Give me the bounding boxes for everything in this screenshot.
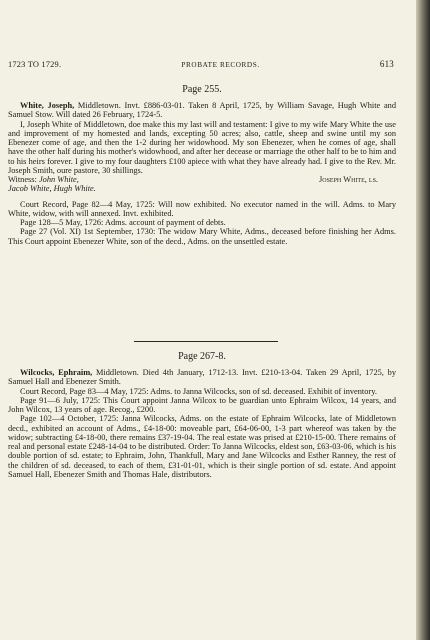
- intro-text: Middletown. Died 4th January, 1712-13. Invt. £210-13-04. Taken 29 April, 1725, by Samuel Hall and Ebenezer Smith.: [8, 368, 396, 387]
- decedent-name: Wilcocks, Ephraim,: [20, 368, 93, 377]
- entry-intro: [8, 368, 396, 387]
- testator-signature: Joseph White, ls.: [319, 175, 378, 184]
- court-record: Page 128—5 May, 1726: Adms. account of payment of debts.: [20, 218, 226, 227]
- court-record: Court Record, Page 83—4 May, 1725: Adms. to Janna Wilcocks, son of sd. deceased. Exhibit of inventory.: [20, 386, 377, 396]
- will-text: I, Joseph White of Middletown, doe make this my last will and testament: I give to my wife Mary White the use and improvement of my homested and lands, excepting 50 acres; also, cattle, sheep and swine until my son Ebenezer come of age, and then the 1-2 during her widowhood. My son Ebenezer, when he comes of age, shall have the other half during his mother's widowhood, and after her decease or marriage the other half to be to him and to his heirs forever. I give to my four daughters £100 apiece with what they have already had. I give to the Rev. Mr. Joseph Smith, oure pastore, 30 shillings.: [8, 119, 396, 175]
- entry-wilcocks-ephraim: [8, 351, 396, 479]
- header-date-range: 1723 TO 1729.: [8, 60, 62, 69]
- section-divider: [134, 341, 278, 342]
- running-header: [8, 59, 394, 69]
- page-edge-shadow: [416, 0, 430, 640]
- section-title: Page 267-8.: [178, 351, 226, 362]
- court-record: Page 27 (Vol. XI) 1st September, 1730: The widow Mary White, Adms., deceased before finishing her Adms. This Court appoint Ebenezer White, son of the decd., Adms. on the unsettled estate.: [8, 227, 396, 246]
- court-record: Page 91—6 July, 1725: This Court appoint Janna Wilcox to be guardian unto Ephraim Wilcox, 14 years, and John Wilcox, 13 years of age. Recog., £200.: [8, 395, 396, 414]
- court-record: Page 102—4 October, 1725: Janna Wilcocks, Adms. on the estate of Ephraim Wilcocks, late of Middletown decd., exhibited an account of Adms., £4-18-00: moveable part, £64-06-00, 1-3 part whereof was taken by the widow; subtracting £4-18-00, there remains £37-19-04. The real estate was prised at £210-15-00. There remains of real and personal estate £248-14-04 to be distributed. Order: To Janna Wilcocks, eldest son, £63-03-06, which is his double portion of sd. estate; to Ephraim, John, Thankfull, Mary and Jane Wilcocks and Esther Ranney, the rest of the children of sd. deceased, to each of them, £31-01-01, which is their single portion of sd. estate. And appoint Samuel Hall, Ebenezer Smith and Thomas Hale, distributors.: [8, 414, 396, 479]
- intro-text: Middletown. Invt. £886-03-01. Taken 8 April, 1725, by William Savage, Hugh White and Samuel Stow. Will dated 26 February, 1724-5.: [8, 101, 396, 120]
- page-number: 613: [379, 59, 394, 69]
- witness-line: [8, 175, 396, 184]
- section-title: Page 255.: [182, 84, 222, 95]
- entry-white-joseph: [8, 84, 396, 246]
- witness-label: Witness:: [8, 175, 39, 184]
- witness-names-continued: Jacob White, Hugh White.: [8, 184, 96, 194]
- witness-names: John White,: [38, 175, 79, 184]
- court-record: Court Record, Page 82—4 May, 1725: Will now exhibited. No executor named in the will. Adms. to Mary White, widow, with will annexed. Invt. exhibited.: [8, 199, 396, 218]
- header-title: PROBATE RECORDS.: [181, 61, 260, 69]
- decedent-name: White, Joseph,: [20, 101, 75, 110]
- entry-intro: [8, 101, 396, 120]
